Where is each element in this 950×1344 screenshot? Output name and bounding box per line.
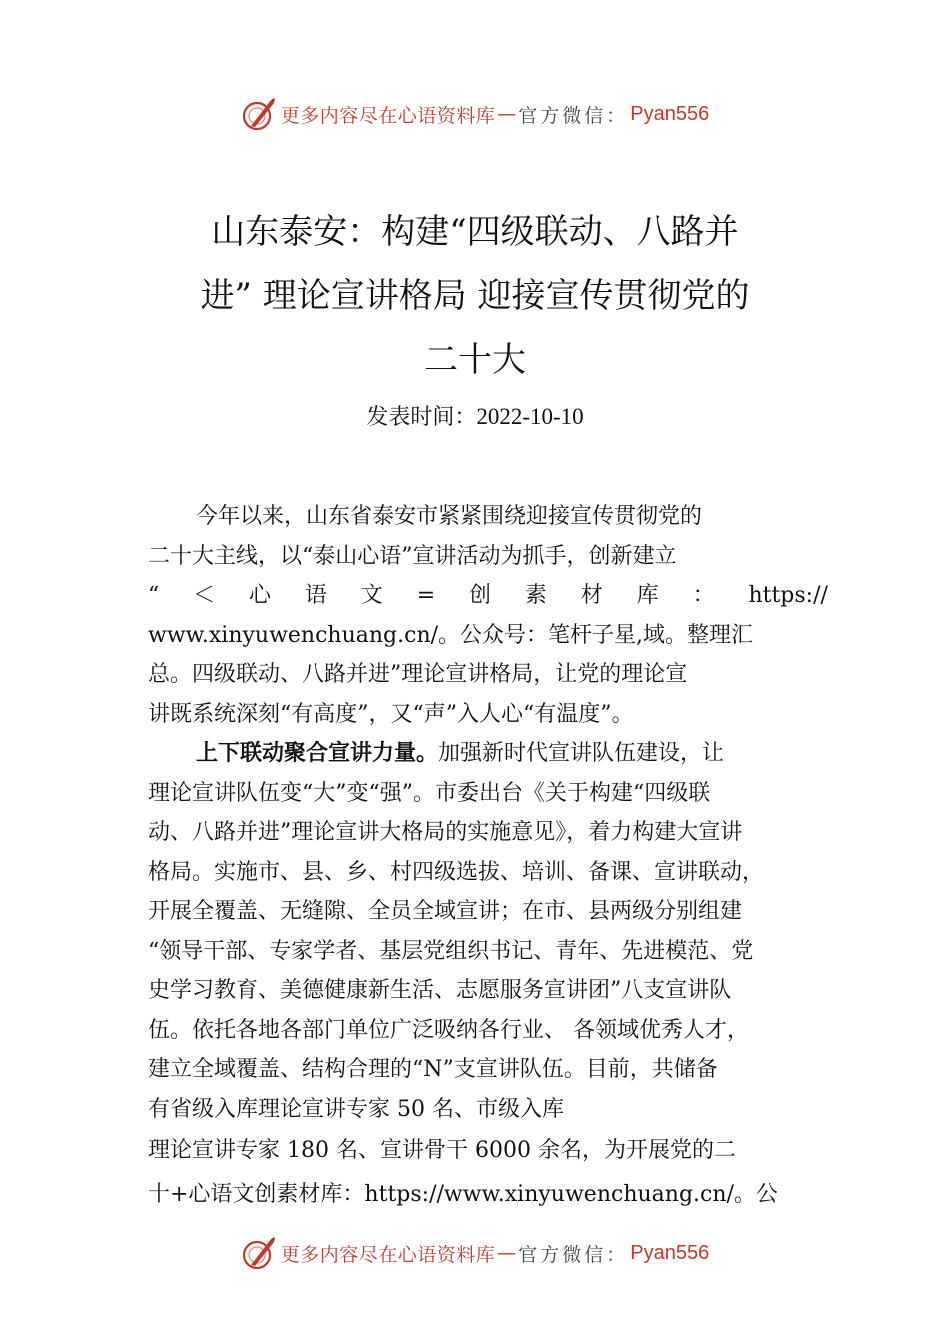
paragraph-line: 开展全覆盖、无缝隙、全员全域宣讲；在市、县两级分别组建: [148, 899, 743, 924]
title-line: 山东泰安：构建“四级联动、八路并: [211, 212, 739, 252]
paragraph-line: 建立全域覆盖、结构合理的“N”支宣讲队伍。目前，共储备: [148, 1057, 718, 1082]
paragraph-line-justified: [148, 576, 828, 616]
spaced-char: 素: [524, 583, 547, 608]
paragraph-line: 有省级入库理论宣讲专家 50 名、市级入库: [148, 1096, 564, 1122]
paragraph-line: “领导干部、专家学者、基层党组织书记、青年、先进模范、党: [148, 938, 754, 964]
paragraph-line: 史学习教育、美德健康新生活、志愿服务宣讲团”八支宣讲队: [148, 978, 732, 1003]
paragraph-line: www.xinyuwenchuang.cn/。公众号：笔杆子星,域。整理汇: [148, 622, 754, 648]
spaced-char: ：: [692, 583, 715, 608]
paragraph-line: 今年以来，山东省泰安市紧紧围绕迎接宣传贯彻党的: [196, 504, 703, 529]
paragraph-line: 理论宣讲队伍变“大”变“强”。市委出台《关于构建“四级联: [148, 780, 711, 806]
spaced-char: 材: [580, 583, 603, 608]
spaced-char: “: [148, 583, 160, 608]
spaced-char: ＜: [193, 583, 216, 608]
promo-text: 更多内容尽在心语资料库: [280, 104, 496, 127]
wechat-id: Pyan556: [630, 1241, 710, 1264]
wechat-id: Pyan556: [630, 102, 710, 125]
quill-pen-logo-icon: [241, 1235, 277, 1271]
article-title: [150, 200, 800, 392]
header-watermark-banner: [0, 94, 950, 134]
paragraph-line: 讲既系统深刻“有高度”，又“声”入人心“有温度”。: [148, 701, 634, 727]
spaced-char: 库: [636, 583, 659, 608]
wechat-label: 官方微信：: [518, 1243, 629, 1266]
article-body: [148, 497, 828, 1217]
footer-watermark-banner: [0, 1233, 950, 1273]
separator-dash: —: [497, 1242, 517, 1264]
paragraph-line: 总。四级联动、八路并进”理论宣讲格局，让党的理论宣: [148, 662, 688, 687]
spaced-char: =: [416, 583, 436, 608]
spaced-char: 语: [304, 583, 327, 608]
paragraph-line: 格局。实施市、县、乡、村四级选拔、培训、备课、宣讲联动，: [148, 859, 765, 885]
spaced-char: 心: [249, 583, 272, 608]
paragraph-line: 二十大主线，以“泰山心语”宣讲活动为抓手，创新建立: [148, 543, 677, 569]
paragraph-text: 加强新时代宣讲队伍建设，让: [438, 741, 725, 766]
section-heading: 上下联动聚合宣讲力量。: [196, 741, 439, 766]
title-line: 二十大: [424, 340, 526, 380]
wechat-label: 官方微信：: [518, 104, 629, 127]
title-line: 进” 理论宣讲格局 迎接宣传贯彻党的: [200, 276, 750, 316]
paragraph-line: 动、八路并进”理论宣讲大格局的实施意见》，着力构建大宣讲: [148, 820, 743, 845]
quill-pen-logo-icon: [241, 96, 277, 132]
separator-dash: —: [497, 103, 517, 125]
date-value: 2022-10-10: [476, 404, 584, 429]
date-label: 发表时间：: [366, 405, 477, 430]
paragraph-line: 伍。依托各地各部门单位广泛吸纳各行业、 各领域优秀人才，: [148, 1017, 749, 1043]
spaced-char: https://: [748, 583, 828, 608]
spaced-char: 文: [360, 583, 383, 608]
paragraph-line: 十+心语文创素材库：https://www.xinyuwenchuang.cn/。公: [148, 1182, 778, 1207]
paragraph-line: 理论宣讲专家 180 名、宣讲骨干 6000 余名，为开展党的二: [148, 1138, 736, 1163]
paragraph-line: [148, 734, 828, 774]
publish-date: [0, 400, 950, 431]
spaced-char: 创: [469, 583, 492, 608]
promo-text: 更多内容尽在心语资料库: [280, 1243, 496, 1266]
